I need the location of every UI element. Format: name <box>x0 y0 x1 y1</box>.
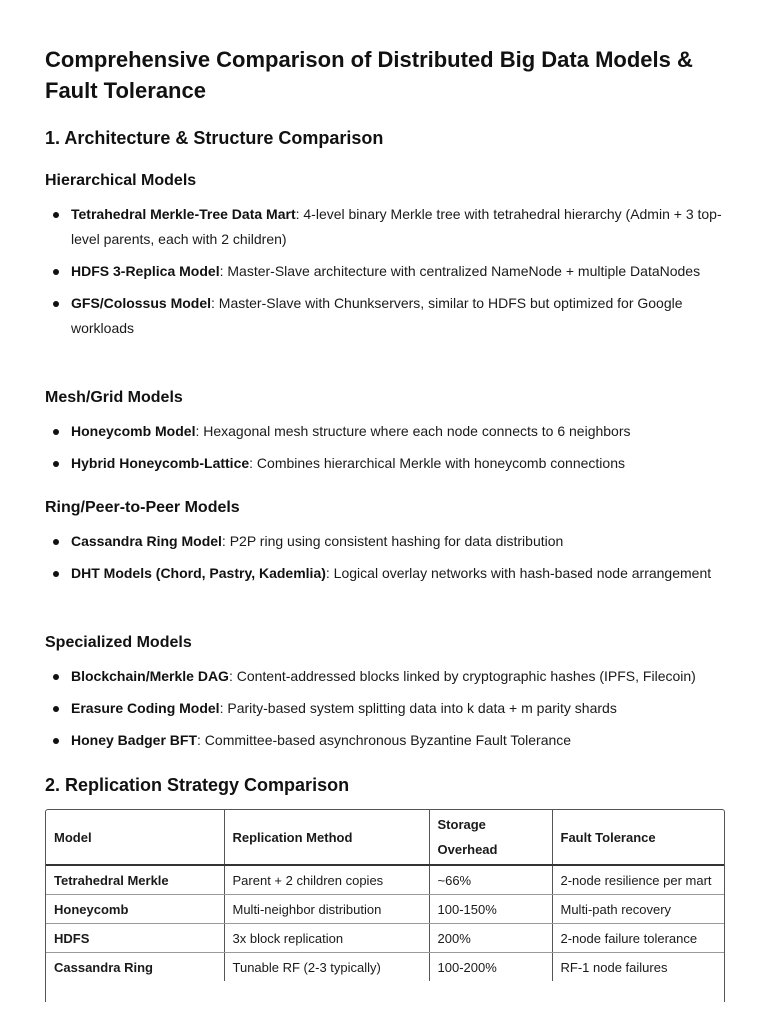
table-header-row <box>46 810 724 865</box>
list-item-desc: : P2P ring using consistent hashing for data distribution <box>221 533 564 549</box>
list-item <box>45 728 725 753</box>
list-item-term: Blockchain/Merkle DAG <box>71 668 229 684</box>
list-item-term: HDFS 3-Replica Model <box>71 263 220 279</box>
table-cell: Tunable RF (2-3 typically) <box>224 953 429 982</box>
subheading-specialized-models: Specialized Models <box>45 634 192 651</box>
list-item-desc: : Combines hierarchical Merkle with honeycomb connections <box>249 455 625 471</box>
list-item-desc: : Content-addressed blocks linked by cryptographic hashes (IPFS, Filecoin) <box>228 668 696 684</box>
specialized-models-list <box>45 664 725 760</box>
list-item <box>45 561 725 586</box>
ring-p2p-models-list <box>45 529 725 593</box>
list-item <box>45 259 725 284</box>
table-row <box>46 865 724 895</box>
table-cell: 100-150% <box>429 895 552 924</box>
comparison-table <box>46 810 724 981</box>
table-cell: 3x block replication <box>224 924 429 953</box>
list-item-term: Honeycomb Model <box>71 423 196 439</box>
column-header-fault-tolerance: Fault Tolerance <box>552 810 724 865</box>
list-item <box>45 202 725 252</box>
list-item-term: Honey Badger BFT <box>71 732 198 748</box>
table-row <box>46 953 724 982</box>
list-item-term: GFS/Colossus Model <box>71 295 212 311</box>
list-item-term: Erasure Coding Model <box>71 700 220 716</box>
table-cell-model: HDFS <box>46 924 224 953</box>
list-item-desc: : Master-Slave with Chunkservers, similar to HDFS but optimized for Google workloads <box>71 295 683 336</box>
list-item-term: Cassandra Ring Model <box>71 533 222 549</box>
section-heading-architecture: 1. Architecture & Structure Comparison <box>45 128 384 148</box>
column-header-model: Model <box>46 810 224 865</box>
list-item-desc: : 4-level binary Merkle tree with tetrahedral hierarchy (Admin + 3 top-level parents, each with 2 children) <box>71 206 722 247</box>
replication-comparison-table <box>45 809 725 1002</box>
list-item <box>45 451 725 476</box>
list-item-desc: : Committee-based asynchronous Byzantine Fault Tolerance <box>197 732 572 748</box>
table-cell: ~66% <box>429 865 552 895</box>
list-item-desc: : Master-Slave architecture with centralized NameNode + multiple DataNodes <box>219 263 701 279</box>
table-cell-model: Cassandra Ring <box>46 953 224 982</box>
mesh-grid-models-list <box>45 419 725 483</box>
list-item-desc: : Hexagonal mesh structure where each node connects to 6 neighbors <box>195 423 631 439</box>
column-header-replication-method: Replication Method <box>224 810 429 865</box>
table-cell: Parent + 2 children copies <box>224 865 429 895</box>
list-item-term: Hybrid Honeycomb-Lattice <box>71 455 250 471</box>
list-item <box>45 291 725 341</box>
table-cell: 2-node failure tolerance <box>552 924 724 953</box>
table-cell: 2-node resilience per mart <box>552 865 724 895</box>
list-item <box>45 664 725 689</box>
table-row <box>46 895 724 924</box>
list-item <box>45 529 725 554</box>
hierarchical-models-list <box>45 202 725 348</box>
table-row <box>46 924 724 953</box>
section-heading-replication: 2. Replication Strategy Comparison <box>45 775 350 795</box>
list-item-desc: : Logical overlay networks with hash-based node arrangement <box>325 565 712 581</box>
table-cell: RF-1 node failures <box>560 959 668 975</box>
page-title: Comprehensive Comparison of Distributed Big Data Models & Fault Tolerance <box>45 47 693 103</box>
subheading-mesh-grid-models: Mesh/Grid Models <box>45 389 183 406</box>
subheading-ring-p2p-models: Ring/Peer-to-Peer Models <box>45 499 240 516</box>
table-cell: Multi-neighbor distribution <box>224 895 429 924</box>
table-cell: 200% <box>429 924 552 953</box>
list-item-term: Tetrahedral Merkle-Tree Data Mart <box>71 206 296 222</box>
list-item <box>45 419 725 444</box>
table-cell-model: Tetrahedral Merkle <box>46 865 224 895</box>
list-item-term: DHT Models (Chord, Pastry, Kademlia) <box>71 565 326 581</box>
table-cell: Multi-path recovery <box>552 895 724 924</box>
table-cell: 100-200% <box>429 953 552 982</box>
table-cell-model: Honeycomb <box>46 895 224 924</box>
column-header-storage-overhead: Storage Overhead <box>429 810 552 865</box>
list-item-desc: : Parity-based system splitting data into k data + m parity shards <box>219 700 617 716</box>
list-item <box>45 696 725 721</box>
subheading-hierarchical-models: Hierarchical Models <box>45 172 197 189</box>
